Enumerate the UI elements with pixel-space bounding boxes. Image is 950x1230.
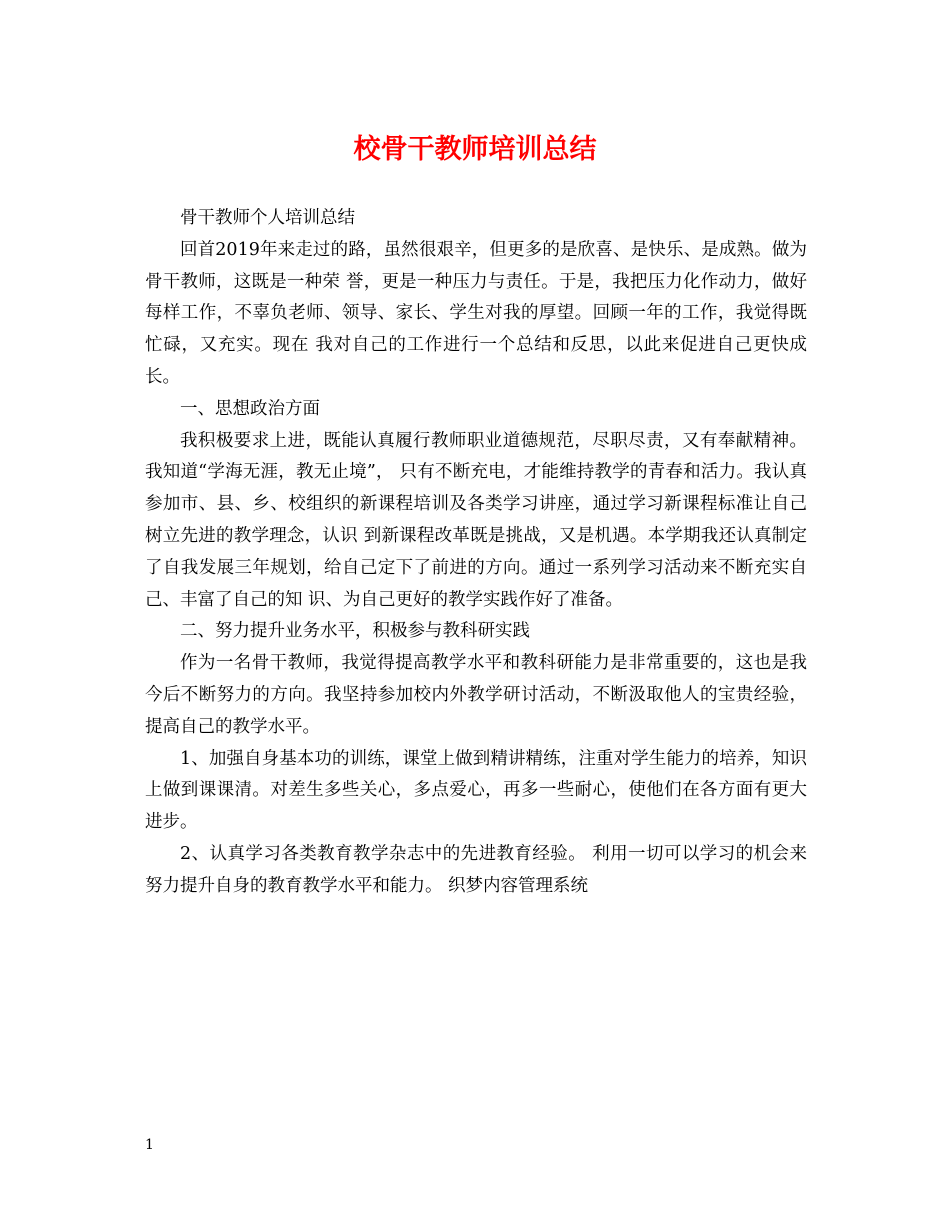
- paragraph-politics: 我积极要求上进，既能认真履行教师职业道德规范，尽职尽责，又有奉献精神。我知道“学海无涯，教无止境”， 只有不断充电，才能维持教学的青春和活力。我认真参加市、县、乡、校组织的新课程培训及各类学习讲座，通过学习新课程标准让自己树立先进的教学理念，认识 到新课程改革既是挑战，又是机遇。本学期我还认真制定了自我发展三年规划，给自己定下了前进的方向。通过一系列学习活动来不断充实自己、丰富了自己的知 识、为自己更好的教学实践作好了准备。: [145, 430, 807, 610]
- document-title: 校骨干教师培训总结: [353, 134, 597, 165]
- paragraph-professional: 作为一名骨干教师，我觉得提高教学水平和教科研能力是非常重要的，这也是我今后不断努力的方向。我坚持参加校内外教学研讨活动，不断汲取他人的宝贵经验，提高自己的教学水平。: [145, 653, 807, 737]
- page-number: 1: [145, 1137, 154, 1153]
- document-body: [145, 203, 807, 903]
- section-heading-2: 二、努力提升业务水平，积极参与教科研实践: [180, 621, 530, 642]
- paragraph-intro: 回首2019年来走过的路，虽然很艰辛，但更多的是欣喜、是快乐、是成熟。做为骨干教师，这既是一种荣 誉，更是一种压力与责任。于是，我把压力化作动力，做好每样工作，不辜负老师、领导、家长、学生对我的厚望。回顾一年的工作，我觉得既忙碌，又充实。现在 我对自己的工作进行一个总结和反思，以此来促进自己更快成长。: [145, 239, 807, 387]
- paragraph-item-2: 2、认真学习各类教育教学杂志中的先进教育经验。 利用一切可以学习的机会来努力提升自身的教育教学水平和能力。 织梦内容管理系统: [145, 843, 807, 896]
- paragraph-item-1: 1、加强自身基本功的训练，课堂上做到精讲精练，注重对学生能力的培养，知识上做到课课清。对差生多些关心，多点爱心，再多一些耐心，使他们在各方面有更大进步。: [145, 748, 807, 833]
- section-subtitle: 骨干教师个人培训总结: [180, 208, 355, 228]
- section-heading-1: 一、思想政治方面: [180, 398, 320, 419]
